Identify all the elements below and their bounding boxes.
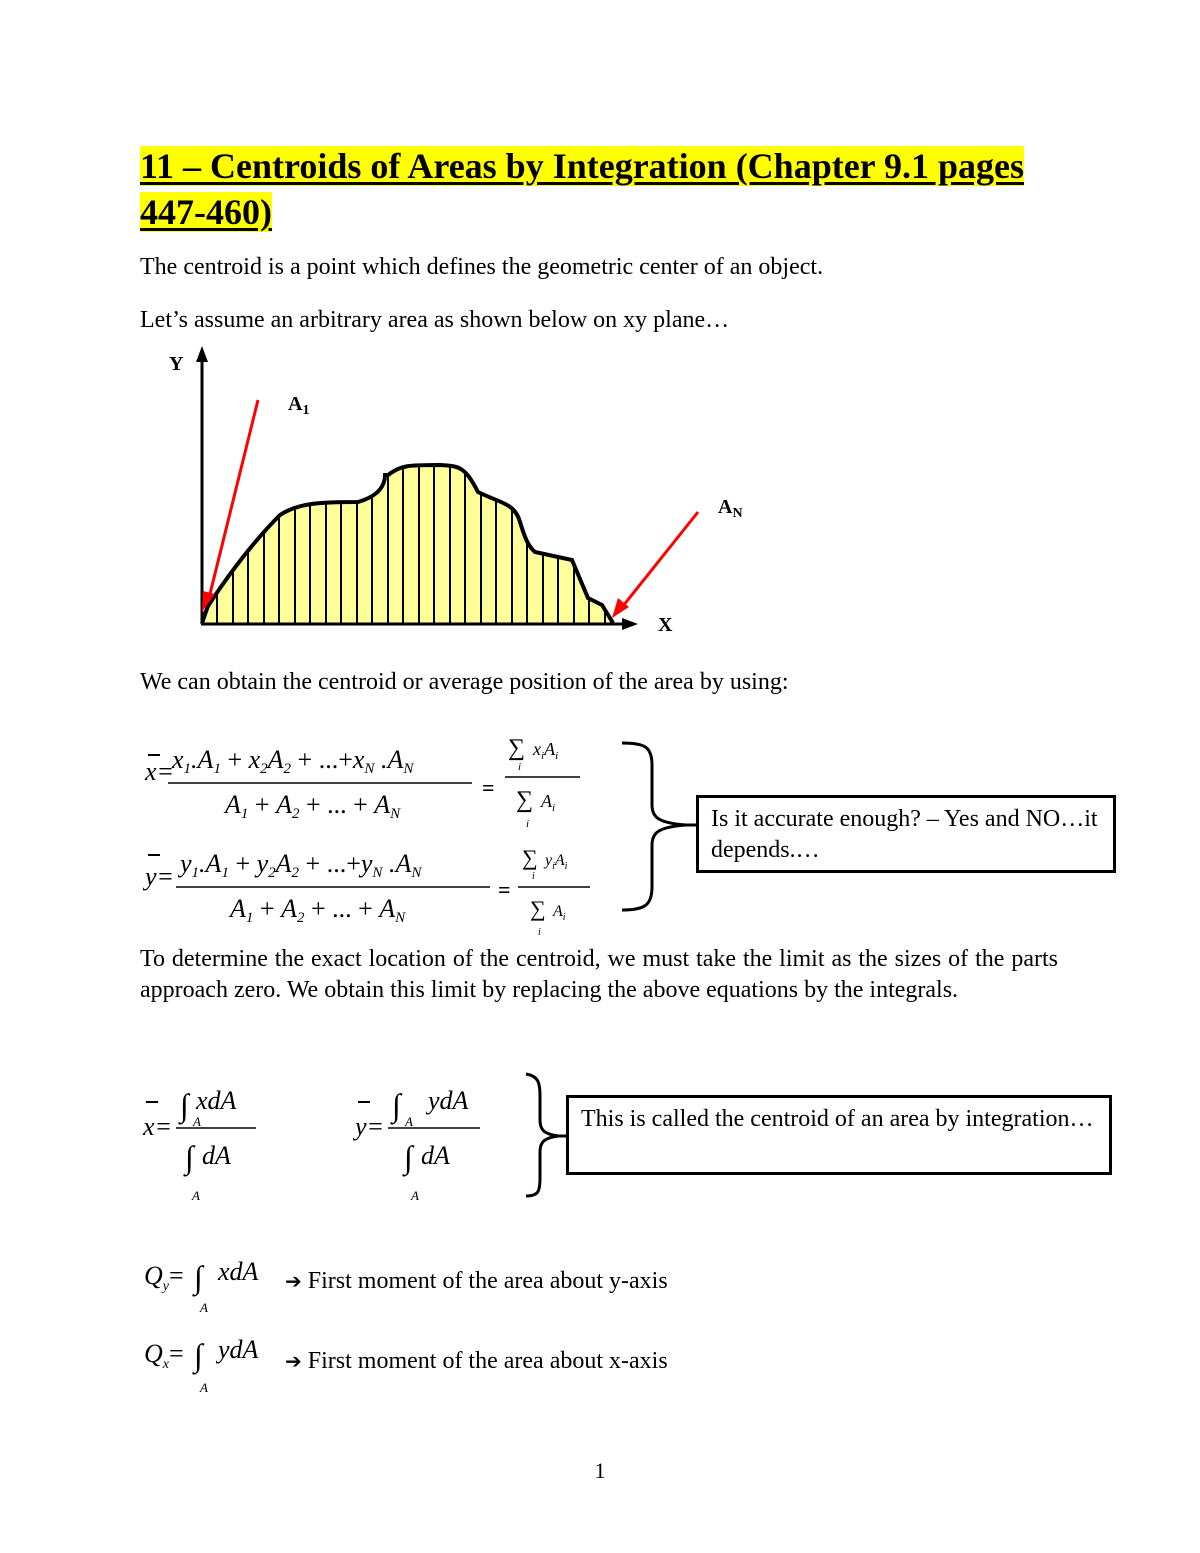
integral-centroid-equations [140,1068,570,1208]
svg-text:xiAi: $x_iA_i$ [533,739,559,762]
discrete-centroid-equations [140,725,700,945]
svg-text:Ai: $A_i$ [553,903,566,923]
x-bar-integral [142,1086,256,1203]
svg-text:∫: ∫ [404,1139,413,1175]
method-paragraph: We can obtain the centroid or average position of the area by using: [140,669,789,695]
svg-text:Qy=: $Q_y=$ [144,1261,184,1294]
accuracy-note-text: Is it accurate enough? – Yes and NO…it depends.… [711,806,1098,863]
limit-paragraph: To determine the exact location of the centroid, we must take the limit as the sizes of the parts approach zero. We obtain this limit by replacing the above equations by the integrals. [140,946,1058,1003]
y-axis-arrowhead [196,346,208,362]
page-title: 11 – Centroids of Areas by Integration (Chapter 9.1 pages 447-460) [140,146,1025,232]
svg-text:y=: y= [145,862,175,891]
svg-text:∑: ∑ [522,845,538,870]
svg-text:A1 + A2 + ... + AN: A1 + A2 + ... + AN [225,790,401,822]
right-arrow-icon: ➔ [285,1269,302,1293]
first-moment-equations [140,1250,290,1410]
svg-text:A: A [405,1114,413,1129]
svg-text:A1 + A2 + ... + AN: A1 + A2 + ... + AN [230,894,406,926]
x-bar-equation [144,735,580,830]
x-axis-label: X [658,614,673,636]
svg-text:ydA: ydA [428,1086,469,1115]
svg-text:x1.A1 + x2A2 + ...+xN .AN: x1.A1 + x2A2 + ...+xN .AN [172,745,414,777]
svg-text:i: i [532,871,535,882]
svg-text:∑: ∑ [530,896,546,921]
area-figure [140,340,780,650]
svg-text:x=: x= [145,757,175,786]
svg-text:∫: ∫ [392,1087,401,1123]
svg-text:A: A [192,1188,200,1203]
svg-text:dA: dA [202,1141,231,1170]
svg-text:∑: ∑ [508,735,526,761]
svg-text:∫: ∫ [194,1337,203,1373]
page-number: 1 [594,1458,606,1483]
svg-text:xdA: xdA [218,1257,259,1286]
integration-note-text: This is called the centroid of an area by integration… [581,1106,1094,1132]
curly-brace-2 [526,1074,558,1196]
svg-text:A: A [200,1300,208,1315]
moment-x-description: ➔ First moment of the area about x-axis [285,1348,668,1374]
y-axis-label: Y [169,353,184,375]
y-bar-equation [142,845,590,938]
svg-text:=: = [498,877,511,902]
svg-text:A: A [200,1380,208,1395]
qx-equation [144,1335,259,1395]
accuracy-note-box [696,795,1116,873]
svg-text:y=: y= [355,1112,385,1141]
y-bar-integral [352,1086,480,1203]
svg-text:xdA: xdA [196,1086,237,1115]
svg-text:yiAi: $y_iA_i$ [545,852,568,872]
svg-text:i: i [518,761,522,773]
svg-text:∫: ∫ [194,1259,203,1295]
right-arrow-icon: ➔ [285,1349,302,1373]
x-axis-arrowhead [622,618,638,630]
label-an: $A_N$ [718,496,743,521]
svg-text:∫: ∫ [180,1087,189,1123]
svg-text:ydA: ydA [218,1335,259,1364]
svg-text:∑: ∑ [516,787,534,813]
label-a1: $A_1$ [288,393,310,418]
svg-text:i: i [526,818,530,830]
svg-text:i: i [538,927,541,938]
moment-y-description: ➔ First moment of the area about y-axis [285,1268,668,1294]
curly-brace-1 [622,743,686,910]
svg-text:∫: ∫ [185,1139,194,1175]
integration-note-box [566,1095,1112,1175]
assumption-paragraph: Let’s assume an arbitrary area as shown below on xy plane… [140,307,730,333]
svg-text:=: = [482,775,495,800]
arrow-to-an [623,512,698,606]
svg-text:y1.A1 + y2A2 + ...+yN .AN: y1.A1 + y2A2 + ...+yN .AN [180,849,422,881]
qy-equation [144,1257,259,1315]
intro-paragraph: The centroid is a point which defines the geometric center of an object. [140,254,824,280]
svg-text:A: A [193,1114,201,1129]
svg-text:A: A [411,1188,419,1203]
svg-text:dA: dA [421,1141,450,1170]
svg-text:Qx=: $Q_x=$ [144,1339,184,1372]
svg-text:Ai: $A_i$ [541,791,556,814]
svg-text:x=: x= [143,1112,173,1141]
